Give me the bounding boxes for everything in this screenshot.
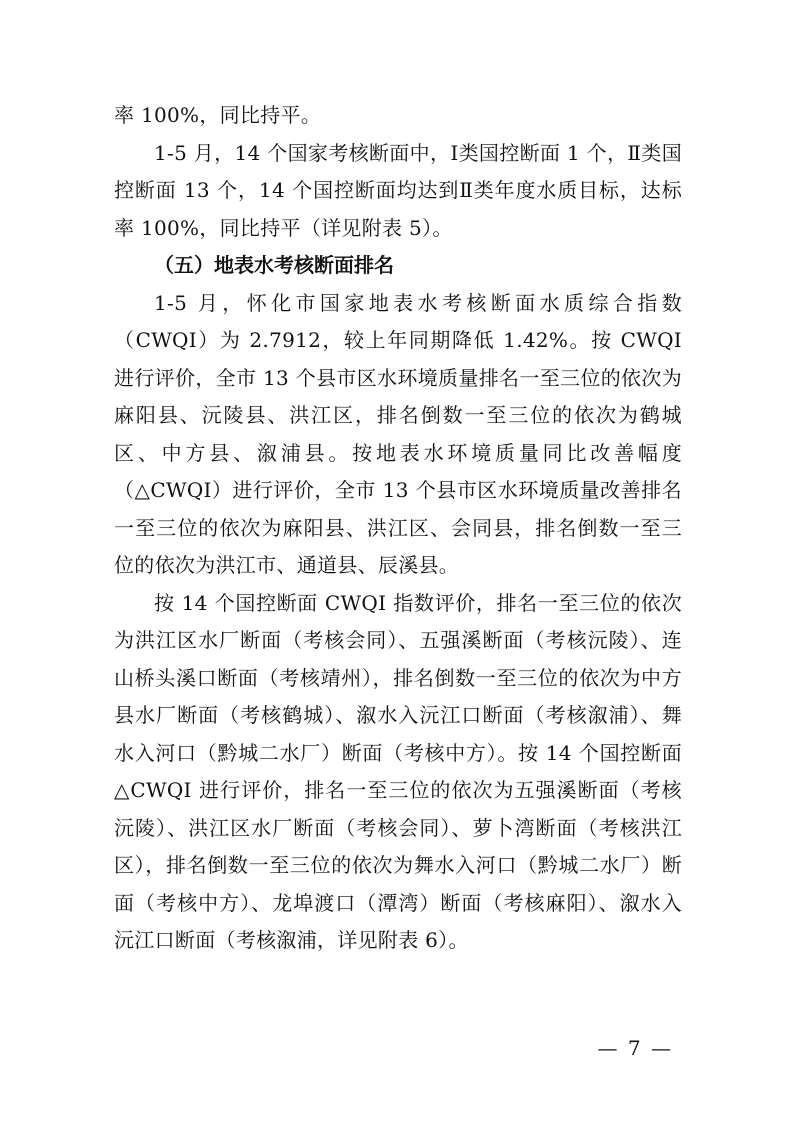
paragraph-national-sections: 1-5 月，14 个国家考核断面中，Ⅰ类国控断面 1 个，Ⅱ类国控断面 13 个，14 个国控断面均达到Ⅱ类年度水质目标，达标率 100%，同比持平（详见附表 5）。 <box>114 140 682 240</box>
paragraph-county-ranking: 1-5 月，怀化市国家地表水考核断面水质综合指数（CWQI）为 2.7912，较上年同期降低 1.42%。按 CWQI 进行评价，全市 13 个县市区水环境质量排名一至三位的依次为麻阳县、沅陵县、洪江区，排名倒数一至三位的依次为鹤城区、中方县、溆浦县。按地表水环境质量同比改善幅度（△CWQI）进行评价，全市 13 个县市区水环境质量改善排名一至三位的依次为麻阳县、洪江区、会同县，排名倒数一至三位的依次为洪江市、通道县、辰溪县。 <box>114 290 682 577</box>
body-text <box>114 97 682 960</box>
section-heading: （五）地表水考核断面排名 <box>154 253 394 277</box>
page-number: — 7 — <box>597 1036 673 1060</box>
paragraph-continuation: 率 100%，同比持平。 <box>114 103 322 127</box>
paragraph-section-ranking: 按 14 个国控断面 CWQI 指数评价，排名一至三位的依次为洪江区水厂断面（考核会同）、五强溪断面（考核沅陵）、连山桥头溪口断面（考核靖州），排名倒数一至三位的依次为中方县水厂断面（考核鹤城）、溆水入沅江口断面（考核溆浦）、舞水入河口（黔城二水厂）断面（考核中方）。按 14 个国控断面△CWQI 进行评价，排名一至三位的依次为五强溪断面（考核沅陵）、洪江区水厂断面（考核会同）、萝卜湾断面（考核洪江区），排名倒数一至三位的依次为舞水入河口（黔城二水厂）断面（考核中方）、龙埠渡口（潭湾）断面（考核麻阳）、溆水入沅江口断面（考核溆浦，详见附表 6）。 <box>114 590 682 952</box>
